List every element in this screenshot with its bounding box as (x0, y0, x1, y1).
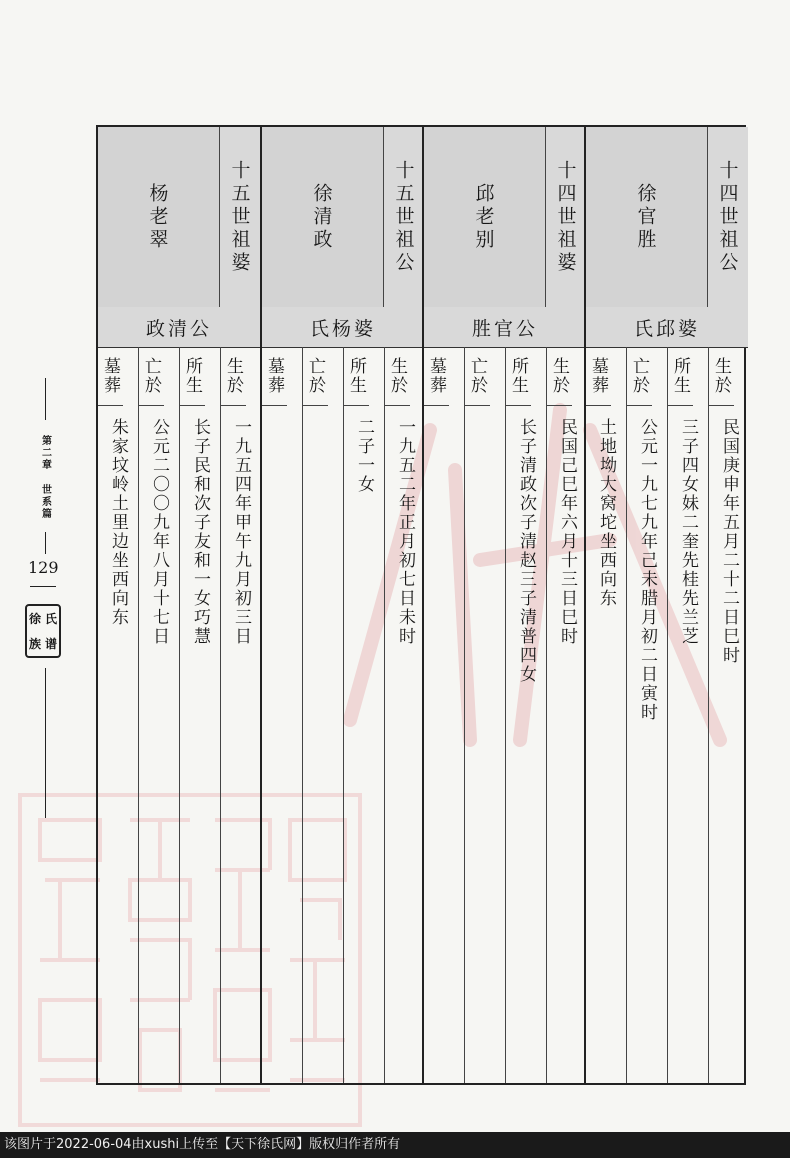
field-label: 墓葬 (424, 347, 449, 406)
field-label: 墓葬 (586, 347, 611, 406)
field-label: 生於 (385, 347, 410, 406)
field-value: 公元一九七九年己未腊月初二日寅时 (637, 418, 657, 722)
margin-rule-top (45, 378, 46, 420)
field-column (302, 347, 343, 1083)
seal-char: 氏 (44, 612, 57, 626)
field-column (262, 347, 302, 1083)
generation-title: 十四世祖婆 (545, 127, 586, 307)
margin-rule-mid (45, 532, 46, 554)
generation-title: 十五世祖公 (383, 127, 424, 307)
field-column (505, 347, 546, 1083)
genealogy-seal-logo (25, 604, 61, 658)
field-label: 生於 (547, 347, 572, 406)
field-label: 所生 (344, 347, 369, 406)
field-label: 亡於 (627, 347, 652, 406)
person-block (260, 127, 424, 1083)
person-header (98, 127, 260, 308)
field-column (586, 347, 626, 1083)
field-column (343, 347, 384, 1083)
field-column (546, 347, 587, 1083)
person-name: 杨老翠 (146, 182, 169, 252)
field-column (424, 347, 464, 1083)
chapter-label: 第二章 世系篇 (39, 435, 51, 520)
generation-title: 十四世祖公 (707, 127, 748, 307)
person-block (98, 127, 260, 1083)
field-value: 一九五二年正月初七日未时 (395, 418, 415, 646)
field-value: 三子四女妹二奎先桂先兰芝 (678, 418, 698, 646)
field-label: 亡於 (139, 347, 164, 406)
seal-char: 谱 (44, 637, 57, 651)
field-label: 所生 (506, 347, 531, 406)
field-label: 所生 (668, 347, 693, 406)
field-value: 土地坳大窝坨坐西向东 (596, 418, 616, 608)
field-label: 墓葬 (98, 347, 123, 406)
person-header (586, 127, 748, 308)
field-label: 生於 (221, 347, 246, 406)
person-block (584, 127, 748, 1083)
spouse-label: 氏邱婆 (586, 307, 748, 348)
field-label: 亡於 (465, 347, 490, 406)
field-label: 生於 (709, 347, 734, 406)
field-column (220, 347, 261, 1083)
field-value: 朱家坟岭土里边坐西向东 (108, 418, 128, 627)
field-value: 民国庚申年五月二十二日巳时 (719, 418, 739, 665)
spouse-label: 氏杨婆 (262, 307, 424, 348)
field-label: 墓葬 (262, 347, 287, 406)
field-label: 亡於 (303, 347, 328, 406)
field-value: 公元二〇〇九年八月十七日 (149, 418, 169, 646)
field-column (626, 347, 667, 1083)
field-column (98, 347, 138, 1083)
field-label: 所生 (180, 347, 205, 406)
person-name: 邱老别 (472, 182, 495, 252)
page-number-underline (30, 586, 56, 587)
genealogy-table (96, 125, 746, 1085)
field-value: 二子一女 (354, 418, 374, 494)
upload-footer-banner: 该图片于2022-06-04由xushi上传至【天下徐氏网】版权归作者所有 (0, 1132, 790, 1158)
field-column (667, 347, 708, 1083)
seal-char: 族 (28, 637, 41, 651)
generation-title: 十五世祖婆 (219, 127, 260, 307)
field-column (708, 347, 749, 1083)
person-name: 徐清政 (310, 182, 333, 252)
margin-rule-bottom (45, 668, 46, 818)
person-header (262, 127, 424, 308)
field-value: 长子民和次子友和一女巧慧 (190, 418, 210, 646)
field-column (464, 347, 505, 1083)
seal-char: 徐 (28, 612, 41, 626)
spouse-label: 胜官公 (424, 307, 586, 348)
spouse-label: 政清公 (98, 307, 260, 348)
person-name: 徐官胜 (634, 182, 657, 252)
page-number: 129 (28, 558, 59, 577)
field-column (384, 347, 425, 1083)
field-column (179, 347, 220, 1083)
person-block (422, 127, 586, 1083)
field-column (138, 347, 179, 1083)
field-value: 一九五四年甲午九月初三日 (231, 418, 251, 646)
field-value: 民国己巳年六月十三日巳时 (557, 418, 577, 646)
field-value: 长子清政次子清赵三子清普四女 (516, 418, 536, 684)
person-header (424, 127, 586, 308)
